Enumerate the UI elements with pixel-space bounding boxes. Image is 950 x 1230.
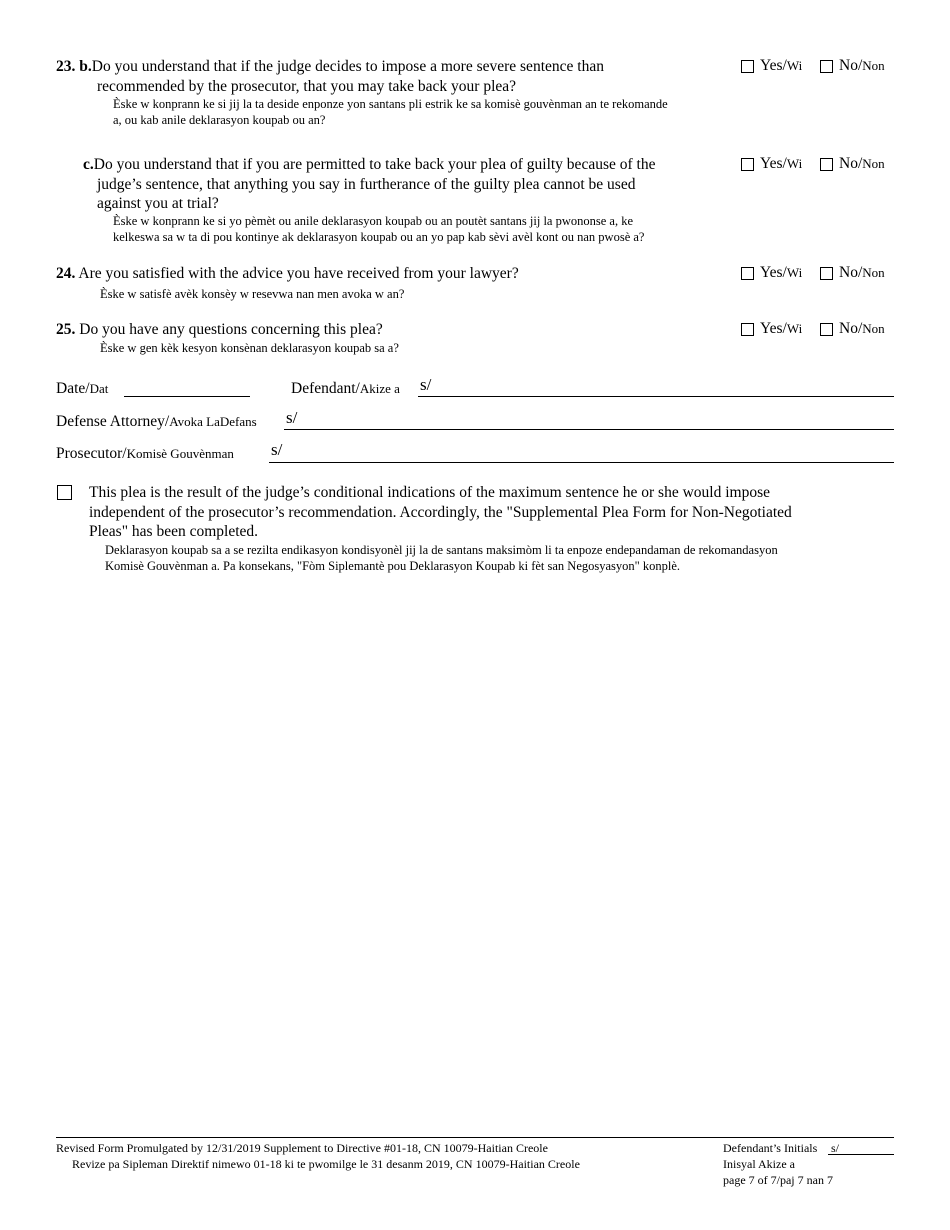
- conditional-line: independent of the prosecutor’s recommendation. Accordingly, the "Supplemental Plea Form for Non-Negotiated: [89, 503, 792, 521]
- no-label-tr: Non: [862, 156, 885, 171]
- q24-yes-checkbox[interactable]: [741, 267, 754, 280]
- date-label-en: Date/: [56, 380, 90, 397]
- question-text: Do you understand that if you are permitted to take back your plea of guilty because of the: [93, 156, 656, 173]
- translation-line: a, ou kab anile deklarasyon koupab ou an?: [113, 113, 326, 127]
- q25-yes-checkbox[interactable]: [741, 323, 754, 336]
- initials-field[interactable]: [828, 1154, 894, 1155]
- question-number: c.: [83, 156, 94, 173]
- prosecutor-label-tr: Komisè Gouvènman: [126, 446, 234, 461]
- yes-label-tr: Wi: [786, 156, 803, 171]
- no-label-tr: Non: [862, 321, 885, 336]
- question-23b-translation: [113, 96, 753, 128]
- translation-line: Èske w konprann ke si jij la ta deside enponze yon santans pli estrik ke sa komisè gouvènman an te rekomande: [113, 97, 668, 111]
- question-25: [56, 320, 736, 340]
- q23c-no-option[interactable]: [820, 155, 885, 173]
- conditional-plea-checkbox[interactable]: [57, 485, 72, 500]
- attorney-label-tr: Avoka LaDefans: [169, 414, 257, 429]
- translation-line: Èske w konprann ke si yo pèmèt ou anile deklarasyon koupab ou an poutèt santans jij la pwononse a, ke: [113, 214, 634, 228]
- page-number: page 7 of 7/paj 7 nan 7: [723, 1173, 833, 1187]
- footer-rule: [56, 1137, 894, 1138]
- initials-label-tr: Inisyal Akize a: [723, 1157, 795, 1171]
- yes-label-tr: Wi: [786, 321, 803, 336]
- initials-label: Defendant’s Initials: [723, 1141, 818, 1155]
- date-label-tr: Dat: [89, 381, 109, 396]
- q25-no-option[interactable]: [820, 320, 885, 338]
- q24-yes-option[interactable]: [741, 264, 802, 282]
- q25-no-checkbox[interactable]: [820, 323, 833, 336]
- question-number: 24.: [56, 265, 76, 282]
- translation-line: Deklarasyon koupab sa a se rezilta endikasyon kondisyonèl jij la de santans maksimòm li ta enpoze endepandaman de rekomandasyon: [105, 543, 778, 557]
- prosecutor-signature: s/: [271, 440, 283, 459]
- question-text-cont: judge’s sentence, that anything you say in furtherance of the guilty plea cannot be used: [97, 175, 636, 193]
- question-text: Do you have any questions concerning this plea?: [79, 321, 383, 338]
- date-field[interactable]: [124, 396, 250, 397]
- date-label: [56, 380, 108, 398]
- question-text-cont: recommended by the prosecutor, that you may take back your plea?: [97, 77, 517, 95]
- yes-label-tr: Wi: [786, 265, 803, 280]
- no-label: No/: [839, 320, 863, 337]
- q23b-no-option[interactable]: [820, 57, 885, 75]
- q23c-yes-option[interactable]: [741, 155, 802, 173]
- question-number: 23. b.: [56, 58, 92, 75]
- footer-revision-en: Revised Form Promulgated by 12/31/2019 Supplement to Directive #01-18, CN 10079-Haitian Creole: [56, 1141, 548, 1155]
- q24-no-option[interactable]: [820, 264, 885, 282]
- question-25-translation: Èske w gen kèk kesyon konsènan deklarasyon koupab sa a?: [100, 341, 399, 355]
- defendant-signature: s/: [420, 375, 432, 394]
- conditional-line: This plea is the result of the judge’s conditional indications of the maximum sentence he or she would impose: [89, 484, 770, 501]
- conditional-plea-translation: [105, 542, 895, 574]
- q25-yes-option[interactable]: [741, 320, 802, 338]
- yes-label: Yes/: [760, 155, 787, 172]
- question-23c-translation: [113, 213, 753, 245]
- attorney-label-en: Defense Attorney/: [56, 413, 170, 430]
- question-text: Do you understand that if the judge decides to impose a more severe sentence than: [91, 58, 604, 75]
- translation-line: kelkeswa sa w ta di pou kontinye ak deklarasyon koupab ou an yo pap kab sèvi avèl kont ou nan pwosè a?: [113, 230, 645, 244]
- footer-revision-tr: Revize pa Sipleman Direktif nimewo 01-18 ki te pwomilge le 31 desanm 2019, CN 10079-Haitian Creole: [72, 1157, 580, 1171]
- no-label: No/: [839, 264, 863, 281]
- defendant-label-en: Defendant/: [291, 380, 360, 397]
- conditional-line: Pleas" has been completed.: [89, 523, 259, 540]
- conditional-plea-text: [89, 483, 889, 542]
- yes-label-tr: Wi: [786, 58, 803, 73]
- prosecutor-label: [56, 445, 234, 463]
- yes-label: Yes/: [760, 264, 787, 281]
- defendant-label: [291, 380, 400, 398]
- question-24-translation: Èske w satisfè avèk konsèy w resevwa nan men avoka w an?: [100, 287, 405, 301]
- q23b-yes-option[interactable]: [741, 57, 802, 75]
- no-label: No/: [839, 57, 863, 74]
- q23c-yes-checkbox[interactable]: [741, 158, 754, 171]
- defendant-signature-field[interactable]: [418, 396, 894, 397]
- q24-no-checkbox[interactable]: [820, 267, 833, 280]
- q23b-yes-checkbox[interactable]: [741, 60, 754, 73]
- q23b-no-checkbox[interactable]: [820, 60, 833, 73]
- initials-value: s/: [831, 1141, 840, 1155]
- defendant-label-tr: Akize a: [359, 381, 400, 396]
- translation-line: Komisè Gouvènman a. Pa konsekans, "Fòm Siplemantè pou Deklarasyon Koupab ki fèt san Negosyasyon" konplè.: [105, 559, 681, 573]
- attorney-label: [56, 413, 257, 431]
- yes-label: Yes/: [760, 57, 787, 74]
- footer-right: [723, 1140, 895, 1188]
- yes-label: Yes/: [760, 320, 787, 337]
- prosecutor-label-en: Prosecutor/: [56, 445, 127, 462]
- no-label-tr: Non: [862, 265, 885, 280]
- question-23c: [83, 155, 743, 214]
- no-label: No/: [839, 155, 863, 172]
- question-text: Are you satisfied with the advice you have received from your lawyer?: [78, 265, 519, 282]
- question-text-cont: against you at trial?: [97, 195, 219, 212]
- attorney-signature: s/: [286, 408, 298, 427]
- attorney-signature-field[interactable]: [284, 429, 894, 430]
- q23c-no-checkbox[interactable]: [820, 158, 833, 171]
- footer-left: [56, 1140, 696, 1172]
- no-label-tr: Non: [862, 58, 885, 73]
- prosecutor-signature-field[interactable]: [269, 462, 894, 463]
- question-23b: [56, 57, 736, 96]
- question-number: 25.: [56, 321, 76, 338]
- question-24: [56, 264, 736, 284]
